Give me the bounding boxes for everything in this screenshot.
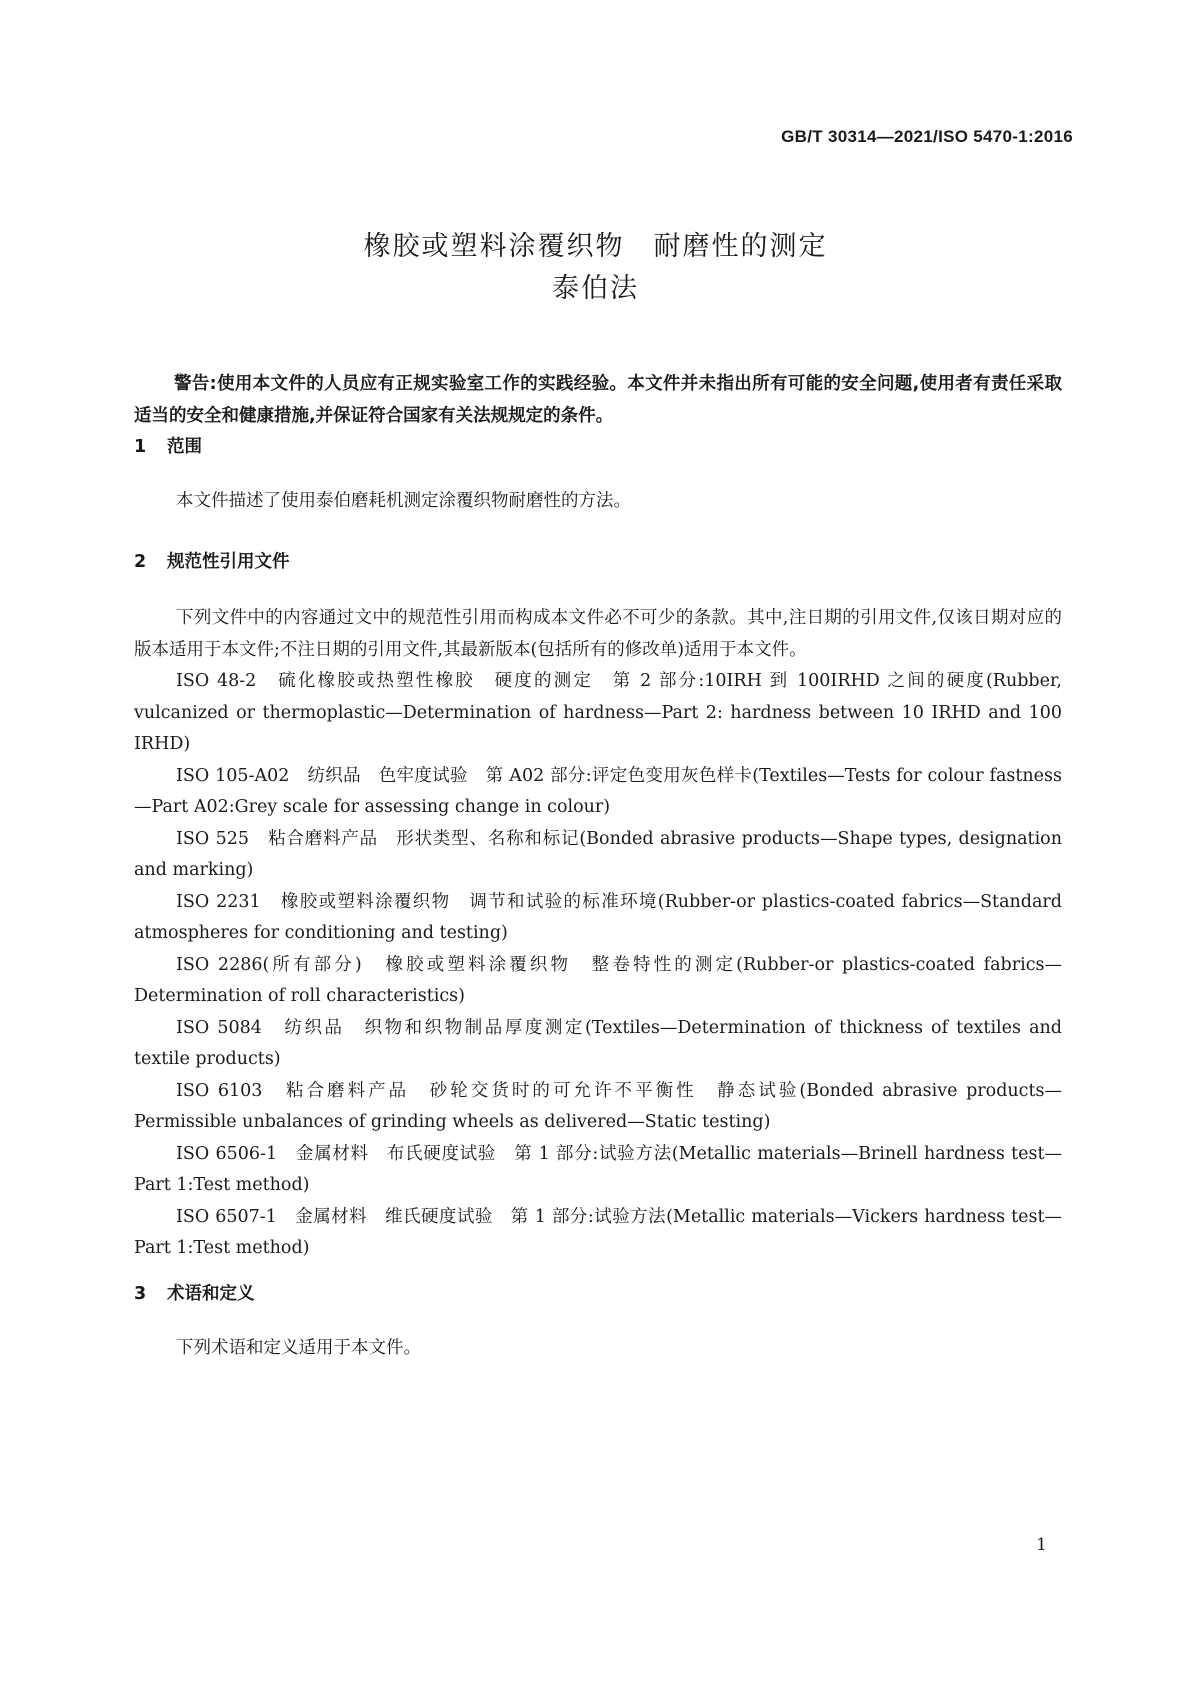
reference-iso-5084: ISO 5084 纺织品 织物和织物制品厚度测定(Textiles—Determination of thickness of textiles and textile products) — [134, 1017, 1062, 1069]
section-title: 规范性引用文件 — [167, 552, 290, 572]
reference-iso-6507-1: ISO 6507-1 金属材料 维氏硬度试验 第 1 部分:试验方法(Metallic materials—Vickers hardness test—Part 1:Test method) — [134, 1206, 1062, 1258]
paragraph: 下列术语和定义适用于本文件。 — [176, 1338, 421, 1358]
section-heading-normative-references — [134, 548, 290, 573]
paragraph: 本文件描述了使用泰伯磨耗机测定涂覆织物耐磨性的方法。 — [176, 491, 631, 511]
reference-iso-2286: ISO 2286(所有部分) 橡胶或塑料涂覆织物 整卷特性的测定(Rubber-or plastics-coated fabrics—Determination of roll characteristics) — [134, 954, 1062, 1006]
standard-code: GB/T 30314—2021/ISO 5470-1:2016 — [781, 127, 1073, 146]
section-body-scope — [134, 486, 1062, 518]
reference-iso-2231: ISO 2231 橡胶或塑料涂覆织物 调节和试验的标准环境(Rubber-or plastics-coated fabrics—Standard atmospheres for conditioning and testing) — [134, 891, 1062, 943]
title-line-1: 橡胶或塑料涂覆织物 耐磨性的测定 — [363, 231, 828, 262]
page-number: 1 — [1036, 1535, 1047, 1555]
warning-paragraph: 警告:使用本文件的人员应有正规实验室工作的实践经验。本文件并未指出所有可能的安全问题,使用者有责任采取适当的安全和健康措施,并保证符合国家有关法规规定的条件。 — [134, 374, 1062, 426]
section-title: 术语和定义 — [167, 1284, 255, 1304]
section-body-terms — [134, 1333, 1062, 1365]
section-number: 3 — [134, 1284, 147, 1304]
section-title: 范围 — [167, 437, 202, 457]
reference-iso-48-2: ISO 48-2 硫化橡胶或热塑性橡胶 硬度的测定 第 2 部分:10IRH 到 100IRHD 之间的硬度(Rubber, vulcanized or thermoplastic—Determination of hardness—Part 2: hardness between 10 IRHD and 100 IRHD) — [134, 671, 1062, 754]
paragraph: 下列文件中的内容通过文中的规范性引用而构成本文件必不可少的条款。其中,注日期的引用文件,仅该日期对应的版本适用于本文件;不注日期的引用文件,其最新版本(包括所有的修改单)适用于本文件。 — [134, 608, 1062, 660]
section-heading-scope — [134, 433, 202, 458]
reference-iso-6506-1: ISO 6506-1 金属材料 布氏硬度试验 第 1 部分:试验方法(Metallic materials—Brinell hardness test—Part 1:Test method) — [134, 1143, 1062, 1195]
reference-iso-105-a02: ISO 105-A02 纺织品 色牢度试验 第 A02 部分:评定色变用灰色样卡(Textiles—Tests for colour fastness—Part A02:Grey scale for assessing change in colour) — [134, 765, 1062, 817]
section-number: 2 — [134, 552, 147, 572]
document-title — [0, 226, 1191, 310]
reference-iso-525: ISO 525 粘合磨料产品 形状类型、名称和标记(Bonded abrasive products—Shape types, designation and marking) — [134, 828, 1062, 880]
title-line-2: 泰伯法 — [552, 273, 639, 304]
section-number: 1 — [134, 437, 147, 457]
reference-iso-6103: ISO 6103 粘合磨料产品 砂轮交货时的可允许不平衡性 静态试验(Bonded abrasive products—Permissible unbalances of grinding wheels as delivered—Static testing) — [134, 1080, 1062, 1132]
section-heading-terms — [134, 1280, 255, 1305]
section-body-normative-references — [134, 603, 1062, 1265]
